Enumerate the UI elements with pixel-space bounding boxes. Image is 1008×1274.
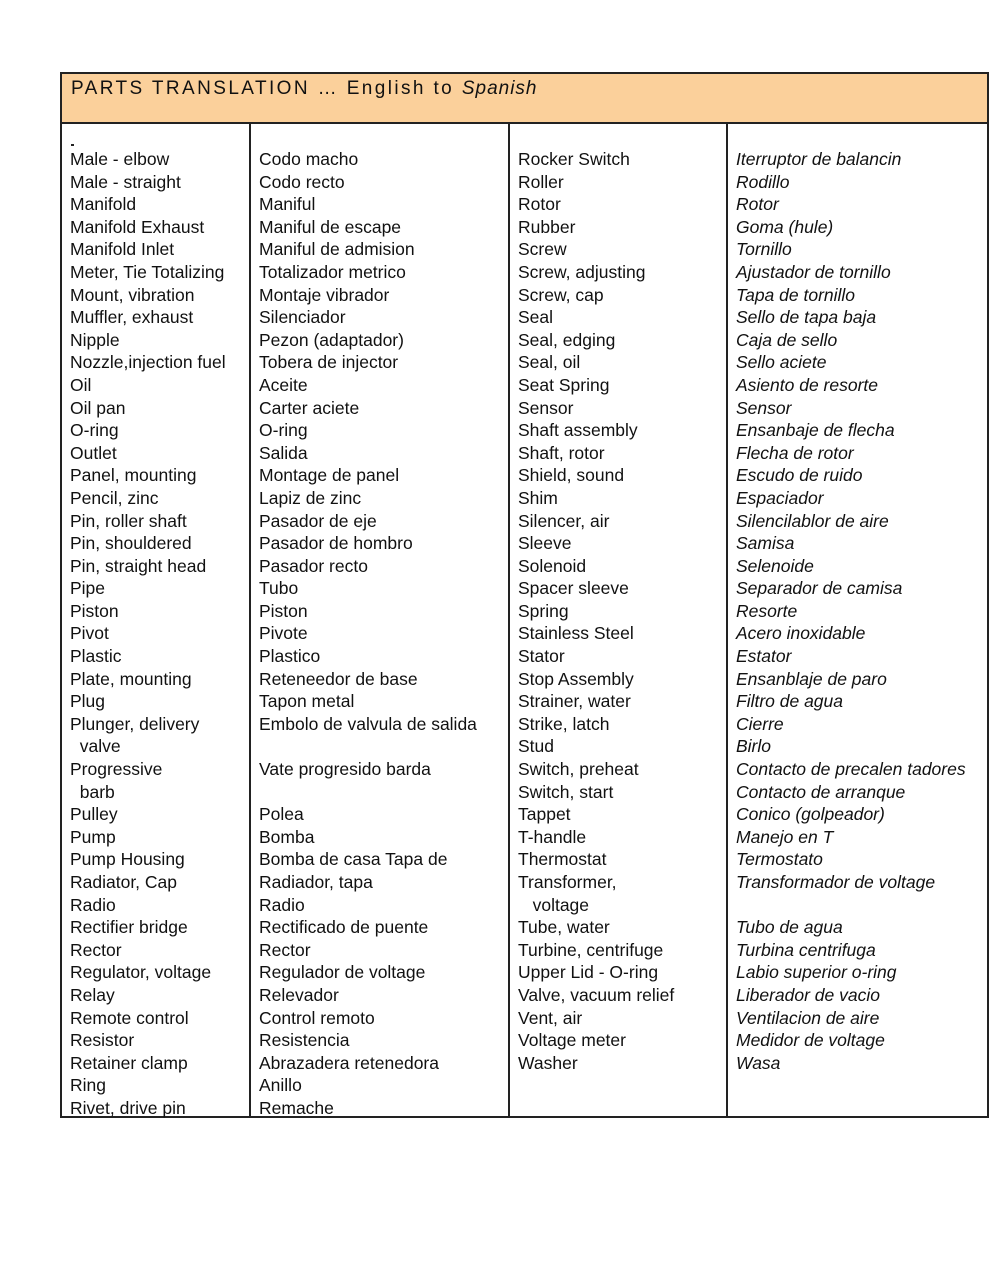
table-cell: Transformador de voltage — [736, 872, 936, 892]
table-cell: Escudo de ruido — [736, 465, 863, 486]
table-cell: Tobera de injector — [259, 352, 399, 373]
table-cell: Roller — [518, 171, 564, 192]
table-cell: Male - elbow — [70, 149, 170, 169]
table-cell: Aceite — [259, 374, 308, 395]
table-cell: Plastic — [70, 646, 122, 667]
table-cell: Plunger, delivery — [70, 713, 200, 734]
table-cell: Spacer sleeve — [518, 578, 629, 599]
table-cell — [259, 781, 506, 804]
header-title-spanish: Spanish — [461, 78, 538, 99]
table-cell: Manejo en T — [736, 826, 834, 847]
table-cell: Shaft assembly — [518, 420, 638, 441]
table-cell: Rubber — [518, 216, 576, 237]
table-cell: Codo recto — [259, 171, 345, 192]
table-cell: Sensor — [736, 397, 792, 418]
table-cell: Salida — [259, 442, 308, 463]
table-cell: Tube, water — [518, 917, 610, 938]
column-english-1 — [62, 124, 249, 1116]
table-cell: Radio — [70, 894, 116, 915]
table-cell: Seal — [518, 307, 554, 328]
table-cell: Pasador de eje — [259, 510, 377, 531]
table-cell: Stop Assembly — [518, 668, 634, 689]
table-cell: Pump Housing — [70, 849, 185, 870]
table-cell: Contacto de arranque — [736, 781, 906, 802]
table-cell: Resistencia — [259, 1030, 350, 1051]
table-cell: Plate, mounting — [70, 668, 192, 689]
table-cell — [736, 894, 985, 917]
table-cell: Maniful de escape — [259, 216, 402, 237]
table-cell: Thermostat — [518, 849, 607, 870]
table-cell: Caja de sello — [736, 329, 838, 350]
column-spanish-1 — [249, 124, 508, 1116]
table-cell: Stainless Steel — [518, 623, 634, 644]
table-cell: Pasador recto — [259, 555, 368, 576]
table-cell: Sensor — [518, 397, 574, 418]
table-cell: Remache — [259, 1097, 334, 1118]
table-cell: Bomba — [259, 826, 315, 847]
table-cell: Tapon metal — [259, 691, 355, 712]
table-cell: Reteneedor de base — [259, 668, 418, 689]
table-cell: Selenoide — [736, 555, 814, 576]
table-cell: Mount, vibration — [70, 284, 195, 305]
table-cell: Labio superior o-ring — [736, 962, 897, 983]
table-cell: Vate progresido barda — [259, 759, 431, 780]
table-cell: Carter aciete — [259, 397, 360, 418]
table-cell: O-ring — [70, 420, 119, 441]
table-cell: Silenciador — [259, 307, 346, 328]
table-cell: Anillo — [259, 1075, 302, 1096]
table-cell: Relevador — [259, 984, 339, 1005]
table-cell: Pulley — [70, 804, 118, 825]
table-cell: Regulador de voltage — [259, 962, 426, 983]
table-cell: Turbine, centrifuge — [518, 939, 664, 960]
table-cell: voltage — [518, 894, 590, 915]
table-cell: Estator — [736, 646, 792, 667]
table-cell: Strike, latch — [518, 713, 610, 734]
table-cell: valve — [70, 736, 121, 757]
table-cell: Vent, air — [518, 1007, 583, 1028]
header-title-english: PARTS TRANSLATION … English to — [71, 78, 455, 99]
table-cell: barb — [70, 781, 115, 802]
table-cell: Manifold Inlet — [70, 239, 175, 260]
table-cell: Ajustador de tornillo — [736, 261, 891, 282]
table-cell: Pezon (adaptador) — [259, 329, 404, 350]
table-header — [62, 74, 987, 124]
table-cell: Silencilablor de aire — [736, 510, 889, 531]
table-cell: Radiator, Cap — [70, 872, 178, 892]
table-cell: Manifold — [70, 194, 137, 215]
table-cell: Meter, Tie Totalizing — [70, 261, 225, 282]
table-cell: Radiador, tapa — [259, 872, 373, 892]
table-cell: Valve, vacuum relief — [518, 984, 675, 1005]
table-cell: Screw, cap — [518, 284, 604, 305]
table-cell: Sleeve — [518, 533, 572, 554]
header-title — [71, 78, 538, 100]
table-cell: Spring — [518, 600, 569, 621]
table-cell: Codo macho — [259, 149, 359, 169]
table-cell: Pasador de hombro — [259, 533, 413, 554]
table-cell: Contacto de precalen tadores — [736, 759, 966, 780]
table-cell: Sello aciete — [736, 352, 827, 373]
table-cell: Muffler, exhaust — [70, 307, 194, 328]
table-cell: O-ring — [259, 420, 308, 441]
table-cell: Remote control — [70, 1007, 189, 1028]
table-cell: Tubo — [259, 578, 299, 599]
table-cell: Maniful de admision — [259, 239, 415, 260]
table-cell: Oil — [70, 374, 92, 395]
table-cell: Bomba de casa Tapa de — [259, 849, 448, 870]
table-cell: Ensanbaje de flecha — [736, 420, 895, 441]
table-cell: Control remoto — [259, 1007, 375, 1028]
table-cell: Ring — [70, 1075, 106, 1096]
table-cell: Conico (golpeador) — [736, 804, 885, 825]
table-cell: Shim — [518, 487, 558, 508]
column-spanish-2-list — [736, 148, 985, 1074]
table-cell: Resistor — [70, 1030, 135, 1051]
table-cell: Rectifier bridge — [70, 917, 188, 938]
table-cell: Tappet — [518, 804, 571, 825]
table-cell: Resorte — [736, 600, 798, 621]
table-cell: Piston — [259, 600, 308, 621]
table-cell: Voltage meter — [518, 1030, 626, 1051]
table-cell: T-handle — [518, 826, 587, 847]
table-cell: Pivot — [70, 623, 109, 644]
table-cell: Totalizador metrico — [259, 261, 406, 282]
table-cell: Screw, adjusting — [518, 261, 646, 282]
table-cell: Nipple — [70, 329, 120, 350]
table-cell: Pump — [70, 826, 116, 847]
table-cell: Manifold Exhaust — [70, 216, 205, 237]
table-cell: Seal, edging — [518, 329, 616, 350]
table-cell: Strainer, water — [518, 691, 631, 712]
column-spanish-2 — [726, 124, 987, 1116]
table-cell: Rector — [70, 939, 122, 960]
table-cell: Upper Lid - O-ring — [518, 962, 659, 983]
table-cell: Rotor — [518, 194, 561, 215]
table-cell — [259, 735, 506, 758]
table-cell: Acero inoxidable — [736, 623, 866, 644]
table-cell: Termostato — [736, 849, 823, 870]
table-cell: Flecha de rotor — [736, 442, 854, 463]
parts-translation-table — [60, 72, 989, 1118]
table-cell: Pin, roller shaft — [70, 510, 187, 531]
table-cell: Screw — [518, 239, 567, 260]
table-cell: Pin, straight head — [70, 555, 207, 576]
table-cell: Rector — [259, 939, 311, 960]
table-cell: Rotor — [736, 194, 779, 215]
table-cell: Cierre — [736, 713, 784, 734]
table-cell: Wasa — [736, 1052, 781, 1073]
table-cell: Medidor de voltage — [736, 1030, 885, 1051]
column-spanish-1-list — [259, 148, 506, 1120]
table-cell: Transformer, — [518, 872, 617, 892]
table-cell: Plastico — [259, 646, 321, 667]
table-cell: Ventilacion de aire — [736, 1007, 880, 1028]
table-cell: Liberador de vacio — [736, 984, 880, 1005]
table-cell: Tornillo — [736, 239, 792, 260]
table-cell: Espaciador — [736, 487, 824, 508]
table-cell: Montaje vibrador — [259, 284, 390, 305]
table-cell: Asiento de resorte — [736, 374, 879, 395]
table-cell: Piston — [70, 600, 119, 621]
table-cell: Filtro de agua — [736, 691, 844, 712]
table-cell: Shaft, rotor — [518, 442, 605, 463]
table-cell: Goma (hule) — [736, 216, 834, 237]
table-cell: Rocker Switch — [518, 149, 630, 169]
table-cell: Solenoid — [518, 555, 587, 576]
table-cell: Abrazadera retenedora — [259, 1052, 439, 1073]
column-english-1-list — [70, 148, 247, 1120]
table-cell: Silencer, air — [518, 510, 610, 531]
table-cell: Regulator, voltage — [70, 962, 212, 983]
stray-mark — [71, 144, 74, 146]
table-cell: Washer — [518, 1052, 578, 1073]
table-cell: Lapiz de zinc — [259, 487, 362, 508]
table-cell: Switch, preheat — [518, 759, 639, 780]
table-cell: Iterruptor de balancin — [736, 149, 902, 169]
table-cell: Stud — [518, 736, 554, 757]
table-cell: Seal, oil — [518, 352, 581, 373]
table-cell: Rectificado de puente — [259, 917, 429, 938]
column-english-2 — [508, 124, 726, 1116]
table-cell: Progressive — [70, 759, 163, 780]
table-cell: Polea — [259, 804, 304, 825]
table-cell: Rivet, drive pin — [70, 1097, 186, 1118]
table-cell: Ensanblaje de paro — [736, 668, 887, 689]
table-cell: Oil pan — [70, 397, 126, 418]
table-cell: Pivote — [259, 623, 308, 644]
table-cell: Plug — [70, 691, 106, 712]
table-cell: Panel, mounting — [70, 465, 197, 486]
table-cell: Rodillo — [736, 171, 790, 192]
table-cell: Relay — [70, 984, 115, 1005]
table-cell: Switch, start — [518, 781, 614, 802]
table-cell: Tubo de agua — [736, 917, 843, 938]
column-english-2-list — [518, 148, 724, 1074]
table-cell: Separador de camisa — [736, 578, 903, 599]
table-cell: Birlo — [736, 736, 772, 757]
table-cell: Shield, sound — [518, 465, 625, 486]
table-cell: Tapa de tornillo — [736, 284, 856, 305]
table-cell: Maniful — [259, 194, 316, 215]
table-cell: Turbina centrifuga — [736, 939, 876, 960]
table-cell: Retainer clamp — [70, 1052, 188, 1073]
table-cell: Nozzle,injection fuel — [70, 352, 226, 373]
table-cell: Samisa — [736, 533, 795, 554]
table-cell: Stator — [518, 646, 565, 667]
table-cell: Seat Spring — [518, 374, 610, 395]
table-cell: Outlet — [70, 442, 117, 463]
table-cell: Radio — [259, 894, 305, 915]
table-cell: Montage de panel — [259, 465, 400, 486]
table-cell: Pin, shouldered — [70, 533, 192, 554]
table-cell: Male - straight — [70, 171, 181, 192]
table-cell: Pipe — [70, 578, 106, 599]
table-cell: Embolo de valvula de salida — [259, 713, 477, 734]
table-cell: Pencil, zinc — [70, 487, 159, 508]
table-cell: Sello de tapa baja — [736, 307, 877, 328]
